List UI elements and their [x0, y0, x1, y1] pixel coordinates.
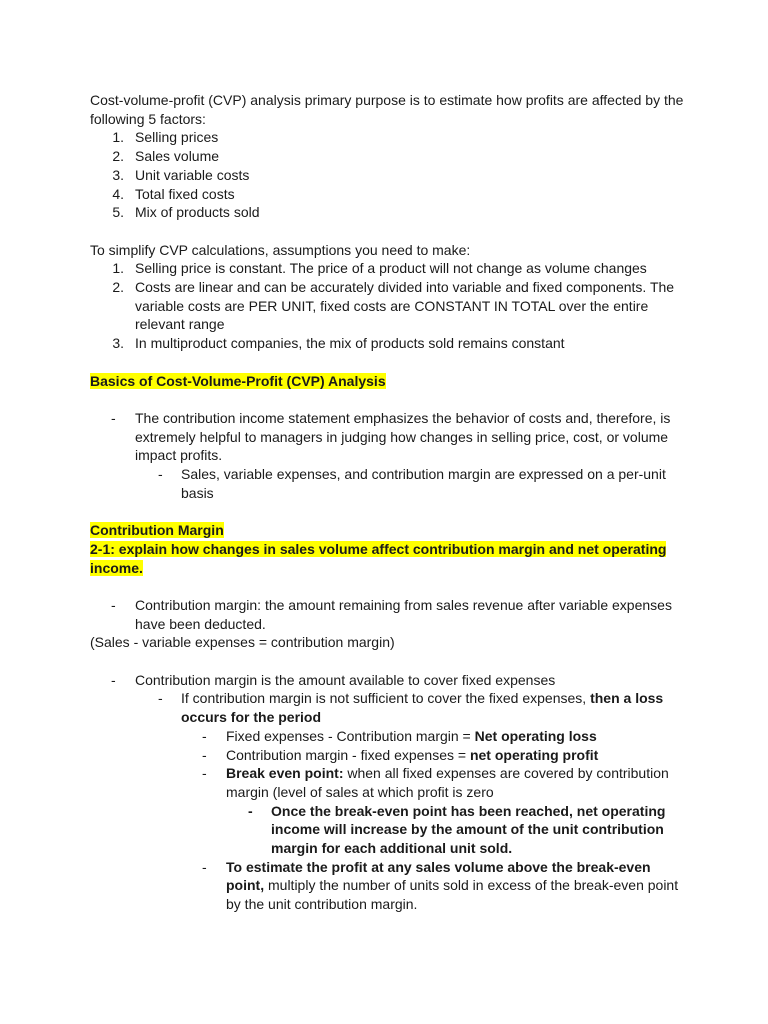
bullet-text: Sales, variable expenses, and contribution margin are expressed on a per-unit basis [181, 466, 666, 501]
dash-marker: - [202, 765, 207, 782]
list-item [90, 278, 690, 334]
list-number: 2. [112, 148, 124, 165]
heading-contribution-margin [90, 521, 690, 540]
dash-marker: - [111, 596, 116, 613]
dash-marker: - [202, 746, 207, 763]
bullet-item [90, 858, 690, 914]
bullet-text: multiply the number of units sold in excess of the break-even point by the unit contribution margin. [226, 877, 679, 913]
heading-basics [90, 372, 690, 391]
list-text: In multiproduct companies, the mix of products sold remains constant [135, 335, 565, 352]
dash-marker: - [158, 466, 163, 483]
list-text: Selling price is constant. The price of a product will not change as volume changes [135, 260, 647, 277]
dash-marker: - [202, 727, 207, 744]
bullet-text: The contribution income statement emphasizes the behavior of costs and, therefore, is extremely helpful to managers in judging how changes in selling price, cost, or volume impact profits. [135, 409, 671, 464]
bullet-text: Contribution margin: the amount remaining from sales revenue after variable expenses have been deducted. [135, 596, 672, 632]
dash-marker: - [248, 802, 253, 819]
list-item [90, 334, 690, 353]
dash-marker: - [202, 858, 207, 875]
heading-objective-2-1 [90, 540, 690, 577]
heading-basics-text: Basics of Cost-Volume-Profit (CVP) Analysis [90, 372, 386, 389]
list-item [90, 147, 690, 166]
list-number: 2. [112, 279, 124, 296]
bullet-text: Fixed expenses - Contribution margin = [226, 727, 475, 744]
bullet-item [90, 764, 690, 801]
list-number: 1. [112, 129, 124, 146]
intro-paragraph: Cost-volume-profit (CVP) analysis primary purpose is to estimate how profits are affected by the following 5 factors: [90, 92, 684, 127]
dash-marker: - [111, 671, 116, 688]
list-text: Total fixed costs [135, 185, 235, 202]
list-item [90, 185, 690, 204]
bullet-bold-text: net operating profit [469, 746, 599, 763]
list-number: 4. [112, 185, 124, 202]
bullet-item [90, 671, 690, 690]
list-number: 1. [112, 260, 124, 277]
bullet-item [90, 689, 690, 726]
bullet-text: If contribution margin is not sufficient to cover the fixed expenses, [181, 690, 591, 707]
list-text: Mix of products sold [135, 204, 260, 221]
bullet-item [90, 409, 690, 465]
bullet-bold-text: then a loss occurs for the period [181, 690, 664, 726]
bullet-bold-text: To estimate the profit at any sales volume above the break-even point, [226, 858, 651, 894]
dash-marker: - [158, 690, 163, 707]
bullet-text: when all fixed expenses are covered by contribution margin (level of sales at which profit is zero [226, 765, 669, 800]
bullet-item [90, 746, 690, 765]
dash-marker: - [111, 409, 116, 426]
bullet-item [90, 596, 690, 633]
cm-formula: (Sales - variable expenses = contribution margin) [90, 634, 395, 651]
bullet-bold-text: Once the break-even point has been reached, net operating income will increase by the amount of the unit contribution margin for each additional unit sold. [271, 802, 666, 857]
document-body [90, 91, 690, 914]
heading-cm-text: Contribution Margin [90, 522, 224, 539]
list-text: Sales volume [135, 148, 220, 165]
factors-list [90, 128, 690, 222]
list-item [90, 166, 690, 185]
bullet-bold-text: Net operating loss [474, 727, 597, 744]
list-item [90, 203, 690, 222]
heading-21-text: 2-1: explain how changes in sales volume affect contribution margin and net operating income. [90, 540, 667, 576]
bullet-bold-text: Break even point: [226, 765, 344, 782]
bullet-item [90, 802, 690, 858]
list-text: Costs are linear and can be accurately divided into variable and fixed components. The variable costs are PER UNIT, fixed costs are CONSTANT IN TOTAL over the entire relevant range [135, 279, 675, 333]
bullet-item [90, 727, 690, 746]
list-item [90, 128, 690, 147]
list-number: 3. [112, 166, 124, 183]
bullet-item [90, 465, 690, 502]
list-item [90, 259, 690, 278]
list-text: Unit variable costs [135, 166, 250, 183]
bullet-text: Contribution margin is the amount available to cover fixed expenses [135, 671, 556, 688]
list-number: 3. [112, 335, 124, 352]
assumptions-intro: To simplify CVP calculations, assumptions you need to make: [90, 241, 471, 258]
list-number: 5. [112, 204, 124, 221]
assumptions-list [90, 259, 690, 353]
list-text: Selling prices [135, 129, 219, 146]
bullet-text: Contribution margin - fixed expenses = [226, 746, 470, 763]
